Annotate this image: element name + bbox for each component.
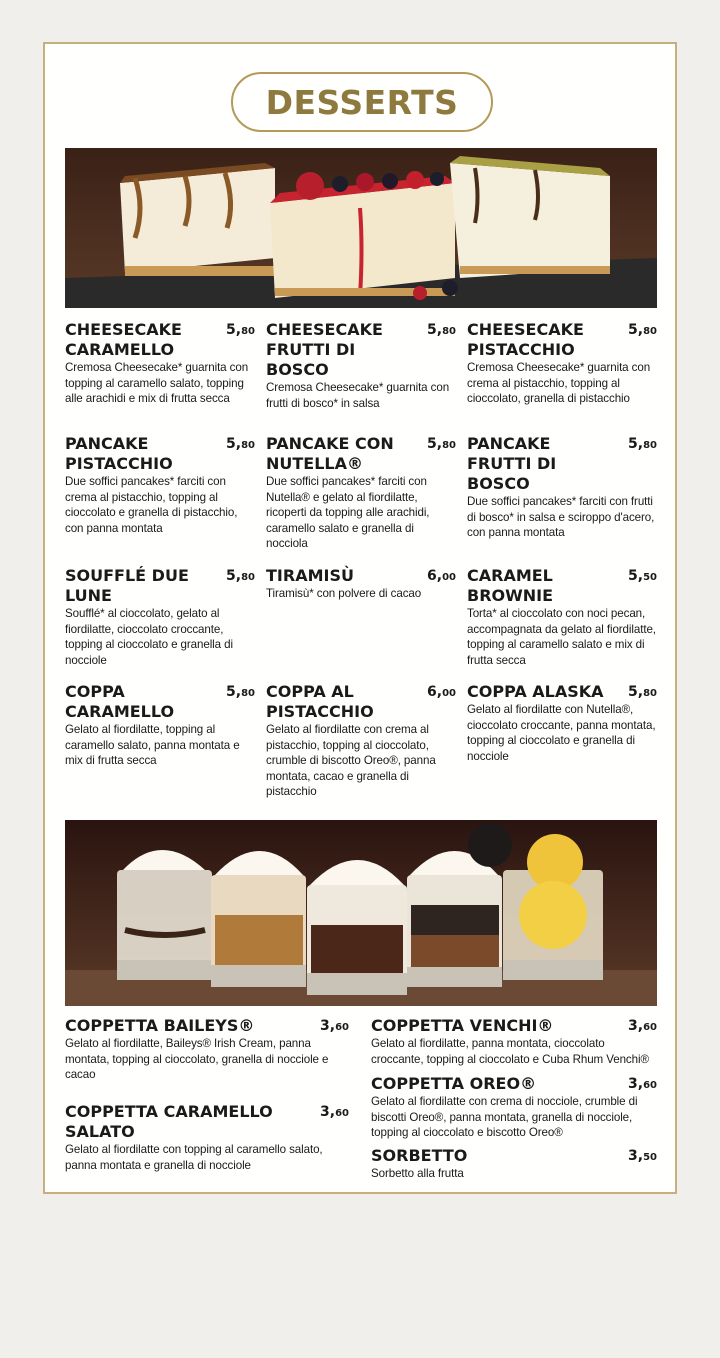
menu-item — [467, 434, 657, 541]
item-name: CARAMEL BROWNIE — [467, 566, 554, 605]
item-price — [628, 1074, 657, 1096]
item-name: COPPA AL PISTACCHIO — [266, 682, 374, 721]
menu-item — [467, 682, 657, 764]
price-units: 5, — [226, 684, 242, 700]
price-cents: 60 — [335, 1108, 349, 1119]
price-units: 3, — [628, 1148, 644, 1164]
menu-item — [65, 682, 255, 769]
price-cents: 80 — [241, 440, 255, 451]
item-name: PANCAKE CON NUTELLA® — [266, 434, 394, 473]
menu-item — [266, 682, 456, 800]
price-cents: 00 — [442, 572, 456, 583]
item-price — [628, 434, 657, 456]
menu-item — [467, 320, 657, 407]
price-units: 5, — [427, 322, 443, 338]
price-cents: 80 — [643, 688, 657, 699]
price-units: 5, — [226, 568, 242, 584]
item-name: TIRAMISÙ — [266, 566, 354, 585]
item-name: CHEESECAKE PISTACCHIO — [467, 320, 584, 359]
item-description: Gelato al fiordilatte, panna montata, cioccolato croccante, topping al cioccolato e Cuba Rhum Venchi® — [371, 1037, 649, 1066]
item-price — [226, 434, 255, 456]
item-description: Due soffici pancakes* farciti con Nutella® e gelato al fiordilatte, ricoperti da topping alle arachidi, caramello salato e granella di nocciola — [266, 475, 430, 550]
menu-item — [266, 434, 456, 552]
price-units: 6, — [427, 684, 443, 700]
menu-item — [65, 434, 255, 536]
item-price — [628, 682, 657, 704]
menu-card — [43, 42, 677, 1194]
item-price — [320, 1016, 349, 1038]
price-cents: 60 — [335, 1022, 349, 1033]
item-price — [226, 566, 255, 588]
item-name: CHEESECAKE FRUTTI DI BOSCO — [266, 320, 383, 379]
item-price — [226, 320, 255, 342]
coppette-photo — [65, 820, 657, 1006]
item-name: SORBETTO — [371, 1146, 468, 1165]
page-title: DESSERTS — [231, 72, 493, 132]
menu-item — [467, 566, 657, 668]
item-description: Sorbetto alla frutta — [371, 1167, 464, 1180]
item-description: Gelato al fiordilatte con crema al pistacchio, topping al cioccolato, crumble di biscotto Oreo®, panna montata, cacao e granella di pistacchio — [266, 723, 436, 798]
item-description: Due soffici pancakes* farciti con crema al pistacchio, topping al cioccolato e granella di pistacchio, con panna montata — [65, 475, 238, 535]
item-name: COPPETTA CARAMELLO SALATO — [65, 1102, 273, 1141]
price-units: 3, — [628, 1076, 644, 1092]
price-units: 6, — [427, 568, 443, 584]
item-name: PANCAKE FRUTTI DI BOSCO — [467, 434, 557, 493]
price-units: 5, — [628, 436, 644, 452]
price-cents: 80 — [442, 326, 456, 337]
menu-item — [266, 320, 456, 411]
cheesecake-photo — [65, 148, 657, 308]
price-units: 5, — [226, 322, 242, 338]
price-cents: 80 — [643, 440, 657, 451]
item-description: Cremosa Cheesecake* guarnita con topping al caramello salato, topping alle arachidi e mix di frutta secca — [65, 361, 249, 405]
price-cents: 50 — [643, 1152, 657, 1163]
item-price — [320, 1102, 349, 1124]
item-name: COPPETTA OREO® — [371, 1074, 537, 1093]
price-cents: 80 — [241, 572, 255, 583]
item-name: COPPETTA VENCHI® — [371, 1016, 554, 1035]
price-cents: 00 — [442, 688, 456, 699]
coppetta-item — [65, 1102, 349, 1173]
item-name: CHEESECAKE CARAMELLO — [65, 320, 182, 359]
item-description: Torta* al cioccolato con noci pecan, accompagnata da gelato al fiordilatte, topping al caramello salato e mix di frutta secca — [467, 607, 656, 667]
item-name: SOUFFLÉ DUE LUNE — [65, 566, 189, 605]
price-units: 5, — [628, 322, 644, 338]
item-name: COPPETTA BAILEYS® — [65, 1016, 255, 1035]
price-units: 5, — [628, 568, 644, 584]
menu-item — [65, 566, 255, 668]
item-description: Tiramisù* con polvere di cacao — [266, 587, 422, 600]
price-cents: 80 — [241, 326, 255, 337]
price-units: 5, — [628, 684, 644, 700]
price-cents: 80 — [442, 440, 456, 451]
item-price — [427, 434, 456, 456]
price-units: 5, — [226, 436, 242, 452]
item-price — [427, 566, 456, 588]
price-units: 3, — [320, 1104, 336, 1120]
item-price — [628, 320, 657, 342]
item-price — [628, 566, 657, 588]
price-cents: 50 — [643, 572, 657, 583]
menu-item — [65, 320, 255, 407]
item-description: Gelato al fiordilatte, Baileys® Irish Cream, panna montata, topping al cioccolato, granella di nocciole e cacao — [65, 1037, 329, 1081]
item-description: Gelato al fiordilatte, topping al caramello salato, panna montata e mix di frutta secca — [65, 723, 240, 767]
coppetta-item — [371, 1074, 657, 1141]
item-name: COPPA ALASKA — [467, 682, 604, 701]
menu-item — [266, 566, 456, 602]
item-name: PANCAKE PISTACCHIO — [65, 434, 173, 473]
item-price — [628, 1146, 657, 1168]
coppetta-item — [371, 1146, 657, 1182]
item-price — [226, 682, 255, 704]
item-price — [427, 682, 456, 704]
item-price — [628, 1016, 657, 1038]
price-cents: 60 — [643, 1080, 657, 1091]
item-price — [427, 320, 456, 342]
item-description: Cremosa Cheesecake* guarnita con crema al pistacchio, topping al cioccolato, granella di pistacchio — [467, 361, 651, 405]
item-description: Gelato al fiordilatte con topping al caramello salato, panna montata e granella di nocciole — [65, 1143, 323, 1172]
item-description: Gelato al fiordilatte con Nutella®, cioccolato croccante, panna montata, topping al cioccolato e granella di nocciole — [467, 703, 656, 763]
item-description: Cremosa Cheesecake* guarnita con frutti di bosco* in salsa — [266, 381, 450, 410]
item-name: COPPA CARAMELLO — [65, 682, 175, 721]
price-cents: 80 — [643, 326, 657, 337]
item-description: Due soffici pancakes* farciti con frutti di bosco* in salsa e sciroppo d'acero, con panna montata — [467, 495, 655, 539]
price-units: 3, — [628, 1018, 644, 1034]
price-units: 3, — [320, 1018, 336, 1034]
coppetta-item — [371, 1016, 657, 1067]
price-cents: 80 — [241, 688, 255, 699]
item-description: Gelato al fiordilatte con crema di nocciole, crumble di biscotti Oreo®, panna montata, granella di nocciole, topping al cioccolato e biscotto Oreo® — [371, 1095, 638, 1139]
price-cents: 60 — [643, 1022, 657, 1033]
price-units: 5, — [427, 436, 443, 452]
item-description: Soufflé* al cioccolato, gelato al fiordilatte, cioccolato croccante, topping al cioccolato e granella di nocciole — [65, 607, 233, 667]
coppetta-item — [65, 1016, 349, 1083]
